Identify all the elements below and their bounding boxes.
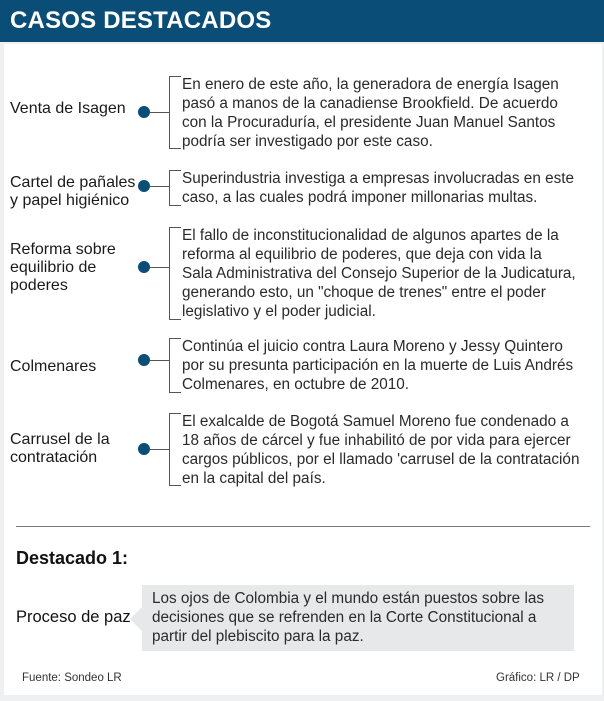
case-description	[182, 169, 600, 207]
case-row-cartel	[4, 170, 602, 210]
description-line: con la Procuraduría, el presidente Juan Manuel Santos	[182, 114, 556, 131]
featured-label: Proceso de paz	[16, 608, 131, 626]
case-description	[182, 337, 600, 394]
bracket	[169, 338, 181, 393]
description-line: Sala Administrativa del Consejo Superior de la Judicatura,	[182, 265, 576, 282]
case-description	[182, 75, 600, 151]
case-label-line: Reforma sobre	[10, 241, 116, 258]
bracket	[169, 76, 181, 149]
description-line: 18 años de cárcel y fue inhabilitó de por vida para ejercer	[182, 432, 571, 449]
header-bar	[0, 0, 604, 42]
case-label-line: equilibrio de	[10, 259, 97, 276]
description-line: caso, a las cuales podrá imponer millonarias multas.	[182, 189, 538, 206]
description-line: En enero de este año, la generadora de energía Isagen	[182, 76, 559, 93]
description-line: Continúa el juicio contra Laura Moreno y Jessy Quintero	[182, 338, 563, 355]
section-divider	[16, 526, 590, 527]
case-label-line: Colmenares	[10, 358, 97, 375]
case-description	[182, 226, 600, 321]
featured-text-line: Los ojos de Colombia y el mundo están puestos sobre las	[152, 590, 544, 607]
case-row-isagen	[4, 76, 602, 152]
case-row-reforma	[4, 227, 602, 323]
bracket	[169, 170, 181, 206]
connector-line	[150, 449, 170, 450]
case-label	[10, 241, 116, 295]
featured-text-line: decisiones que se refrenden en la Corte Constitucional a	[152, 609, 537, 626]
featured-callout	[142, 585, 574, 651]
case-row-carrusel	[4, 413, 602, 489]
case-label	[10, 358, 96, 376]
connector-line	[150, 186, 170, 187]
bullet-dot-icon	[138, 261, 150, 273]
description-line: por su presunta participación en la muerte de Luis Andrés	[182, 357, 574, 374]
description-line: reforma al equilibrio de poderes, que deja con vida la	[182, 246, 542, 263]
case-label-line: Venta de Isagen	[10, 100, 126, 117]
case-label	[10, 174, 135, 210]
bracket	[169, 413, 181, 486]
description-line: podría ser investigado por este caso.	[182, 133, 433, 150]
bullet-dot-icon	[138, 354, 150, 366]
content-card	[4, 44, 602, 695]
connector-line	[150, 112, 170, 113]
case-label-line: poderes	[10, 277, 68, 294]
case-label-line: Carrusel de la	[10, 431, 110, 448]
bracket	[169, 227, 181, 320]
description-line: pasó a manos de la canadiense Brookfield. De acuerdo	[182, 95, 558, 112]
page-title: CASOS DESTACADOS	[10, 7, 272, 34]
description-line: Superindustria investiga a empresas involucradas en este	[182, 170, 574, 187]
bullet-dot-icon	[138, 106, 150, 118]
graphic-credit: Gráfico: LR / DP	[496, 672, 580, 684]
featured-text-line: partir del plebiscito para la paz.	[152, 628, 364, 645]
description-line: legislativo y el poder judicial.	[182, 303, 376, 320]
description-line: en la capital del país.	[182, 470, 326, 487]
description-line: El exalcalde de Bogotá Samuel Moreno fue condenado a	[182, 413, 569, 430]
bullet-dot-icon	[138, 180, 150, 192]
description-line: cargos públicos, por el llamado 'carrusel de la contratación	[182, 451, 580, 468]
case-label-line: Cartel de pañales	[10, 174, 136, 191]
featured-title: Destacado 1:	[16, 548, 129, 568]
connector-line	[150, 360, 170, 361]
case-label	[10, 431, 110, 467]
case-row-colmenares	[4, 338, 602, 396]
case-label-line: contratación	[10, 449, 98, 466]
bullet-dot-icon	[138, 443, 150, 455]
case-description	[182, 412, 600, 488]
source-credit: Fuente: Sondeo LR	[22, 672, 122, 684]
description-line: El fallo de inconstitucionalidad de algunos apartes de la	[182, 227, 559, 244]
description-line: Colmenares, en octubre de 2010.	[182, 376, 410, 393]
case-label-line: y papel higiénico	[10, 192, 130, 209]
description-line: generando esto, un "choque de trenes" entre el poder	[182, 284, 546, 301]
case-label	[10, 100, 126, 118]
featured-text	[152, 589, 572, 646]
connector-line	[150, 267, 170, 268]
